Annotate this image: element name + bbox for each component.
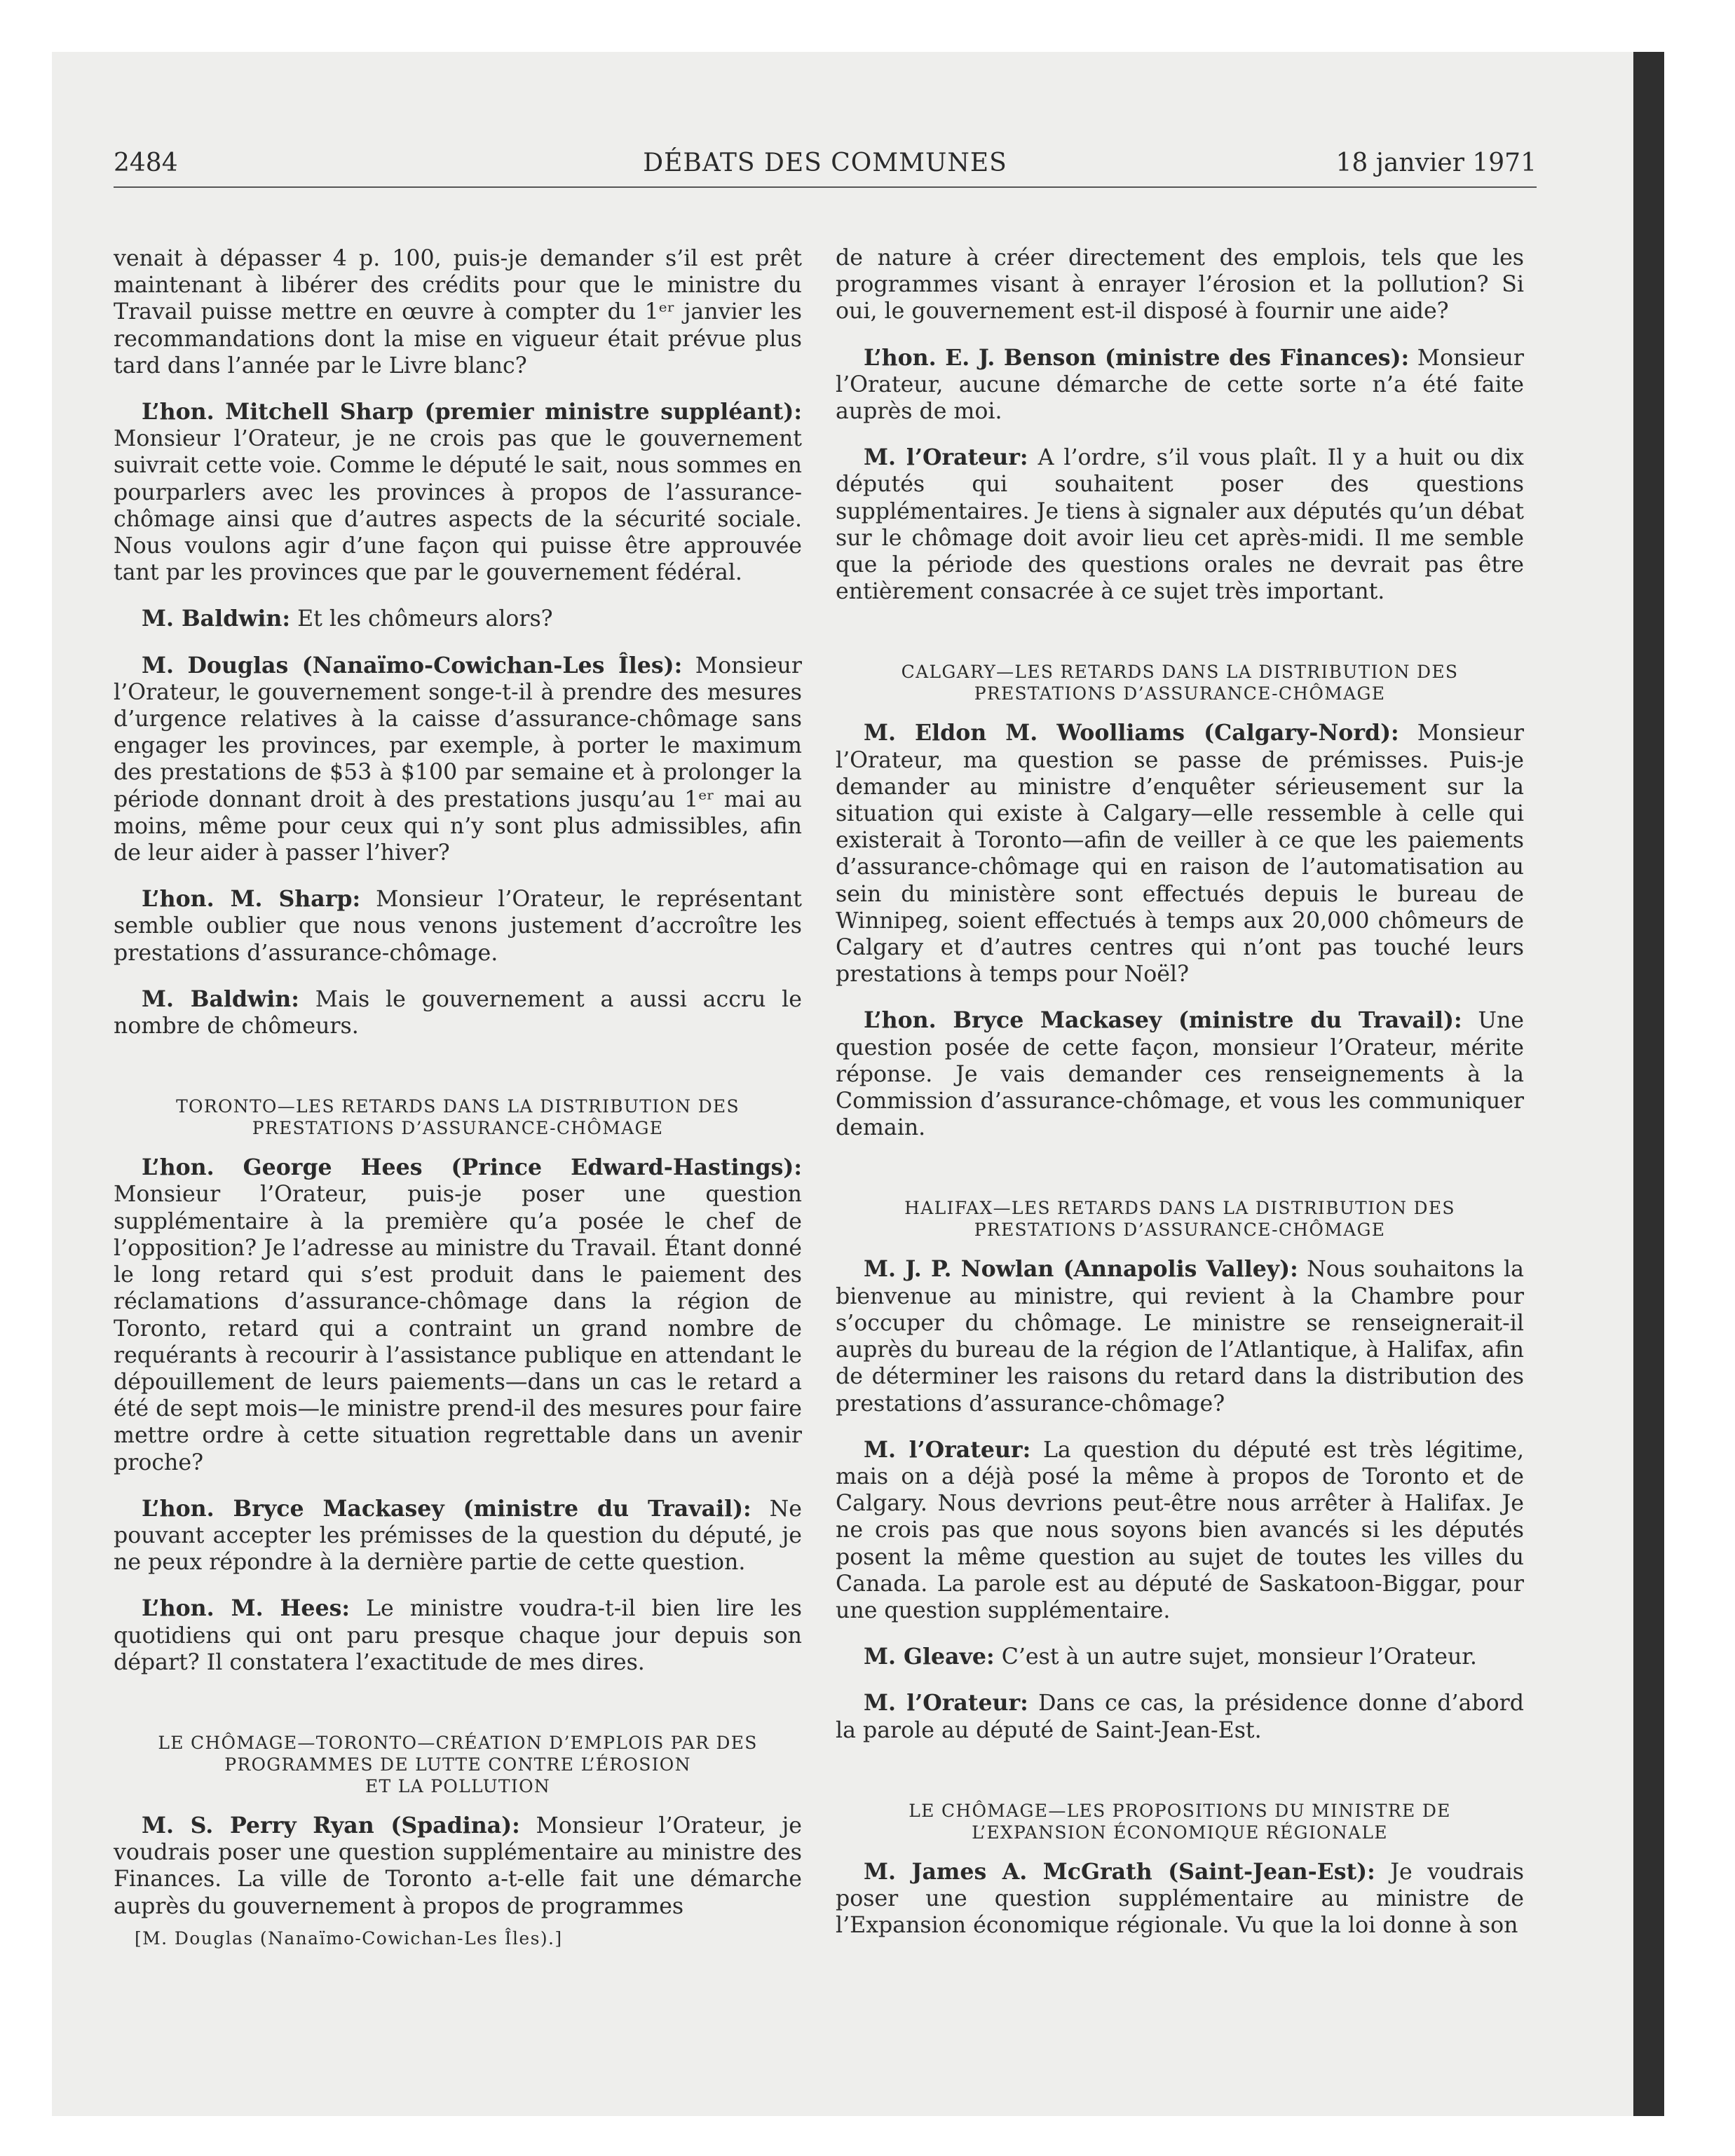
speaker-name: M. James A. McGrath (Saint-Jean-Est): [864,1858,1375,1885]
speech-paragraph [114,653,802,867]
speech-paragraph [114,1154,802,1475]
speaker-name: M. Douglas (Nanaïmo-Cowichan-Les Îles): [142,652,683,678]
speech-text: Et les chômeurs alors? [290,606,553,632]
heading-line: PRESTATIONS D’ASSURANCE-CHÔMAGE [974,1220,1386,1241]
scan-edge-shadow [1633,52,1664,2116]
speaker-name: L’hon. Mitchell Sharp (premier ministre suppléant): [142,399,802,425]
section-heading [836,661,1524,704]
speaker-reference-footer: [M. Douglas (Nanaïmo-Cowichan-Les Îles).] [135,1928,563,1949]
speech-text: Monsieur l’Orateur, le représentant semble oublier que nous venons justement d’accroître les prestations d’assurance-chômage. [114,887,802,966]
speech-paragraph [114,1813,802,1920]
speaker-name: L’hon. M. Hees: [142,1595,351,1622]
speech-paragraph [836,720,1524,988]
speech-text: Monsieur l’Orateur, puis-je poser une question supplémentaire à la première qu’a posée le chef de l’opposition? Je l’adresse au ministre du Travail. Étant donné le long retard qui s’est produit dans le paiement des réclamations d’assurance-chômage dans la région de Toronto, retard qui a contraint un grand nombre de requérants à recourir à l’assistance publique en attendant le dépouillement de leurs paiements—dans un cas le retard a été de sept mois—le ministre prend-il des mesures pour faire mettre ordre à cette situation regrettable dans un avenir proche? [114,1182,802,1475]
speech-paragraph [836,345,1524,425]
speech-text: Ne pouvant accepter les prémisses de la question du député, je ne peux répondre à la dernière partie de cette question. [114,1496,802,1576]
section-heading [114,1732,802,1797]
page-number: 2484 [114,149,178,177]
speech-text: Une question posée de cette façon, monsieur l’Orateur, mérite réponse. Je vais demander ces renseignements à la Commission d’assurance-chômage, et vous les communiquer demain. [836,1008,1525,1141]
speech-paragraph [836,1644,1524,1670]
heading-line: PROGRAMMES DE LUTTE CONTRE L’ÉROSION [224,1754,691,1775]
speaker-name: L’hon. Bryce Mackasey (ministre du Travail): [142,1495,751,1522]
speech-text: A l’ordre, s’il vous plaît. Il y a huit ou dix députés qui souhaitent poser des questions supplémentaires. Je tiens à signaler aux députés qu’un débat sur le chômage doit avoir lieu cet après-midi. Il me semble que la période des questions orales ne devrait pas être entièrement consacrée à ce sujet très important. [836,445,1524,605]
heading-line: LE CHÔMAGE—TORONTO—CRÉATION D’EMPLOIS PAR DES [158,1732,758,1753]
speaker-name: L’hon. Bryce Mackasey (ministre du Travail): [864,1007,1462,1034]
right-column [836,245,1524,1958]
speaker-name: M. l’Orateur: [864,1690,1028,1717]
heading-line: L’EXPANSION ÉCONOMIQUE RÉGIONALE [972,1822,1388,1843]
speech-text: C’est à un autre sujet, monsieur l’Orateur. [994,1644,1477,1670]
section-heading [836,1197,1524,1241]
speech-text: Dans ce cas, la présidence donne d’abord la parole au député de Saint-Jean-Est. [836,1691,1524,1743]
section-heading [114,1096,802,1139]
speech-paragraph [836,1437,1524,1624]
paragraph: venait à dépasser 4 p. 100, puis-je demander s’il est prêt maintenant à libérer des crédits pour que le ministre du Travail puisse mettre en œuvre à compter du 1ᵉʳ janvier les recommandations dont la mise en vigueur était prévue plus tard dans l’année par le Livre blanc? [114,246,802,378]
paragraph: de nature à créer directement des emplois, tels que les programmes visant à enrayer l’érosion et la pollution? Si oui, le gouvernement est-il disposé à fournir une aide? [836,245,1524,325]
speech-paragraph [114,986,802,1039]
speaker-name: M. Baldwin: [142,606,291,632]
speaker-name: M. l’Orateur: [864,444,1028,471]
speaker-name: L’hon. M. Sharp: [142,886,361,913]
speech-text: Nous souhaitons la bienvenue au ministre, qui revient à la Chambre pour s’occuper du chômage. Le ministre se renseignerait-il auprès du bureau de la région de l’Atlantique, à Halifax, afin de déterminer les raisons du retard dans la distribution des prestations d’assurance-chômage? [836,1257,1524,1417]
speaker-name: M. Eldon M. Woolliams (Calgary-Nord): [864,720,1399,746]
speech-text: Monsieur l’Orateur, je ne crois pas que le gouvernement suivrait cette voie. Comme le député le sait, nous sommes en pourparlers avec les provinces à propos de l’assurance-chômage ainsi que d’autres aspects de la sécurité sociale. Nous voulons agir d’une façon qui puisse être approuvée tant par les provinces que par le gouvernement fédéral. [114,426,802,586]
speech-text: La question du député est très légitime, mais on a déjà posé la même à propos de Toronto et de Calgary. Nous devrions peut-être nous arrêter à Halifax. Je ne crois pas que nous soyons bien avancés si les députés posent la même question au sujet de toutes les villes du Canada. La parole est au député de Saskatoon-Biggar, pour une question supplémentaire. [836,1437,1525,1623]
page-header [114,144,1537,188]
speech-text: Je voudrais poser une question supplémentaire au ministre de l’Expansion économique régionale. Vu que la loi donne à son [836,1859,1524,1939]
issue-date: 18 janvier 1971 [1335,149,1537,177]
speech-text: Monsieur l’Orateur, le gouvernement songe-t-il à prendre des mesures d’urgence relatives à la caisse d’assurance-chômage sans engager les provinces, par exemple, à porter le maximum des prestations de $53 à $100 par semaine et à prolonger la période donnant droit à des prestations jusqu’au 1ᵉʳ mai au moins, même pour ceux qui n’y sont plus admissibles, afin de leur aider à passer l’hiver? [114,653,802,866]
left-column [114,245,802,1952]
speech-paragraph [114,606,802,632]
heading-line: HALIFAX—LES RETARDS DANS LA DISTRIBUTION DES [904,1198,1455,1219]
speech-paragraph [836,444,1524,605]
speech-text: Mais le gouvernement a aussi accru le nombre de chômeurs. [114,986,802,1039]
speaker-name: M. J. P. Nowlan (Annapolis Valley): [864,1256,1298,1283]
speaker-name: M. l’Orateur: [864,1436,1031,1463]
heading-line: LE CHÔMAGE—LES PROPOSITIONS DU MINISTRE DE [909,1800,1451,1821]
heading-line: ET LA POLLUTION [365,1775,551,1796]
speaker-name: L’hon. George Hees (Prince Edward-Hastings): [142,1154,802,1181]
speaker-name: L’hon. E. J. Benson (ministre des Finances): [864,344,1410,371]
speaker-name: M. Gleave: [864,1644,995,1670]
speech-text: Monsieur l’Orateur, aucune démarche de cette sorte n’a été faite auprès de moi. [836,345,1524,425]
speech-paragraph [836,1859,1524,1939]
speech-paragraph [114,886,802,967]
speech-text: Monsieur l’Orateur, je voudrais poser une question supplémentaire au ministre des Finances. La ville de Toronto a-t-elle fait une démarche auprès du gouvernement à propos de programmes [114,1813,802,1919]
heading-line: PRESTATIONS D’ASSURANCE-CHÔMAGE [974,683,1386,704]
heading-line: PRESTATIONS D’ASSURANCE-CHÔMAGE [252,1118,664,1139]
speech-paragraph [836,1007,1524,1141]
heading-line: TORONTO—LES RETARDS DANS LA DISTRIBUTION DES [176,1096,740,1117]
speech-paragraph [114,1496,802,1576]
speech-paragraph [114,399,802,586]
speech-paragraph [836,1690,1524,1743]
publication-title: DÉBATS DES COMMUNES [643,149,1007,177]
heading-line: CALGARY—LES RETARDS DANS LA DISTRIBUTION DES [901,662,1459,683]
speech-text: Le ministre voudra-t-il bien lire les quotidiens qui ont paru presque chaque jour depuis son départ? Il constatera l’exactitude de mes dires. [114,1596,802,1675]
speech-paragraph [114,1595,802,1676]
speech-paragraph [836,1256,1524,1417]
speaker-name: M. Baldwin: [142,985,299,1012]
speaker-name: M. S. Perry Ryan (Spadina): [142,1812,520,1838]
section-heading [836,1800,1524,1843]
speech-text: Monsieur l’Orateur, ma question se passe de prémisses. Puis-je demander au ministre d’enquêter sérieusement sur la situation qui existe à Calgary—elle ressemble à celle qui existerait à Toronto—afin de veiller à ce que les paiements d’assurance-chômage qui en raison de l’automatisation au sein du ministère sont effectués depuis le bureau de Winnipeg, soient effectués à temps aux 20,000 chômeurs de Calgary et d’autres centres qui n’ont pas touché leurs prestations à temps pour Noël? [836,721,1524,988]
